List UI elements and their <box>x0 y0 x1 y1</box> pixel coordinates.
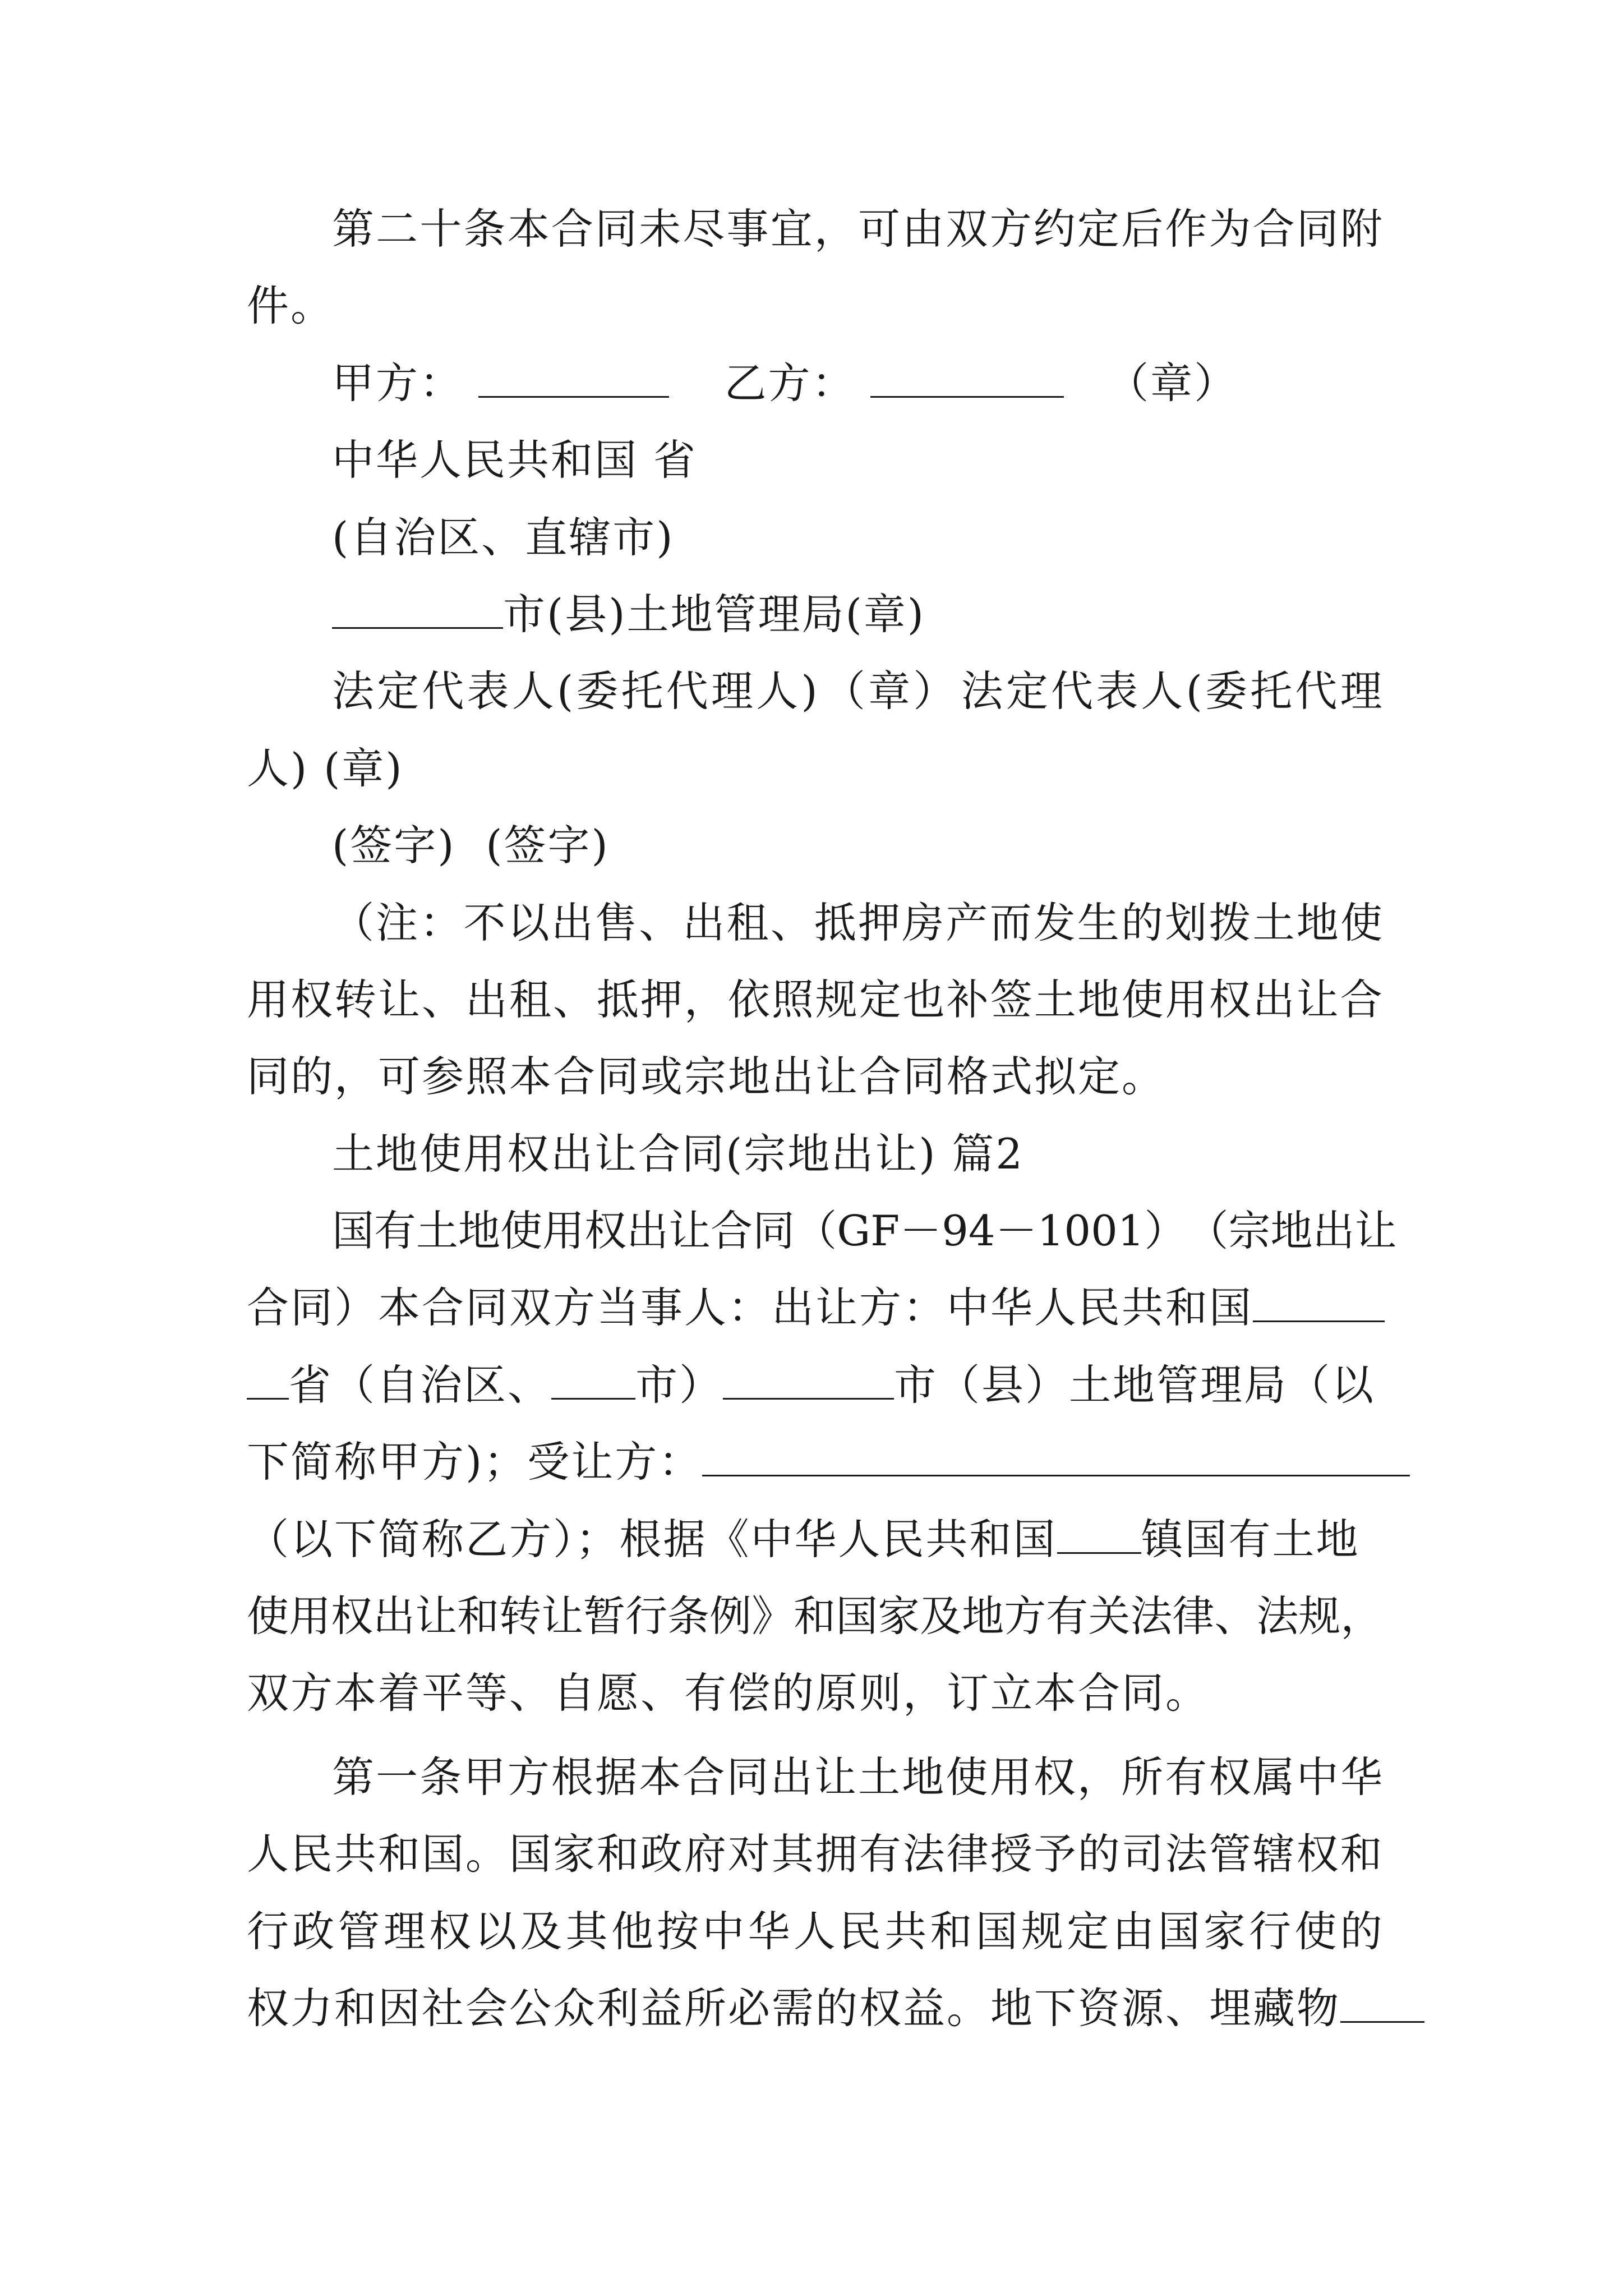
glyph: 让 <box>814 1752 856 1802</box>
glyph: ( <box>556 666 574 716</box>
glyph: 法 <box>332 666 375 716</box>
glyph: 暂 <box>583 1591 626 1641</box>
paragraph-line <box>247 1038 1382 1115</box>
glyph: 民 <box>839 1906 882 1956</box>
text-run <box>332 1193 1397 1269</box>
blank-field <box>332 587 503 629</box>
glyph: 律 <box>946 1829 989 1879</box>
glyph: 委 <box>1205 666 1248 716</box>
glyph: 出 <box>1312 1206 1355 1256</box>
glyph: 定 <box>1006 666 1048 716</box>
glyph: 4 <box>968 1206 995 1256</box>
glyph: （ <box>795 1206 837 1256</box>
text-run: 合同）本合同双方当事人：出让方：中华人民共和国 <box>247 1283 1253 1333</box>
paragraph-line <box>247 1578 1382 1655</box>
text-run <box>332 653 1382 730</box>
glyph: 十 <box>419 204 462 254</box>
glyph: 行 <box>1249 1906 1292 1956</box>
glyph: 让 <box>377 974 420 1024</box>
glyph: 用 <box>247 974 289 1024</box>
glyph: 照 <box>771 974 814 1024</box>
glyph: 租 <box>726 898 769 947</box>
text-run: (签字) (签字) <box>332 821 610 871</box>
glyph: 华 <box>1340 1752 1382 1802</box>
glyph: 代 <box>1051 666 1094 716</box>
glyph: 和 <box>1340 1829 1382 1879</box>
glyph: ( <box>1186 666 1202 716</box>
glyph: 人 <box>793 1906 836 1956</box>
glyph: ， <box>1340 1591 1383 1641</box>
paragraph-line <box>247 1347 1382 1424</box>
glyph: 同 <box>726 1752 769 1802</box>
glyph: 出 <box>1252 974 1295 1024</box>
glyph: 定 <box>1067 1906 1109 1956</box>
glyph: 表 <box>467 666 509 716</box>
glyph: 管 <box>1209 1829 1251 1879</box>
glyph: 的 <box>1340 1906 1382 1956</box>
paragraph-line <box>247 1893 1382 1970</box>
glyph: 一 <box>376 1752 418 1802</box>
glyph: 合 <box>683 1752 725 1802</box>
glyph: ： <box>419 898 462 947</box>
glyph: 以 <box>474 1906 517 1956</box>
glyph: 人 <box>247 1829 289 1879</box>
glyph: 据 <box>595 1752 638 1802</box>
paragraph-line <box>247 191 1382 268</box>
text-run <box>332 885 1382 961</box>
glyph: 家 <box>552 1829 595 1879</box>
glyph: 使 <box>1294 1906 1337 1956</box>
blank-field <box>702 1435 1410 1476</box>
glyph: 权 <box>1209 1752 1251 1802</box>
text-run: 下简称甲方)；受让方： <box>247 1437 703 1487</box>
glyph: 第 <box>332 1752 375 1802</box>
glyph: 有 <box>374 1206 417 1256</box>
glyph: 签 <box>990 974 1032 1024</box>
paragraph-line <box>247 961 1382 1038</box>
glyph: 地 <box>962 1591 1004 1641</box>
glyph: 代 <box>422 666 464 716</box>
glyph: 及 <box>520 1906 562 1956</box>
glyph: 租 <box>509 974 551 1024</box>
glyph: 后 <box>1121 204 1164 254</box>
glyph: 0 <box>1064 1206 1091 1256</box>
glyph: 律 <box>1172 1591 1215 1641</box>
glyph: 。 <box>465 1829 508 1879</box>
glyph: 所 <box>1121 1752 1164 1802</box>
glyph: 委 <box>576 666 619 716</box>
glyph: 条 <box>667 1591 710 1641</box>
glyph: 的 <box>1121 898 1164 947</box>
glyph: 和 <box>596 1829 639 1879</box>
blank-field <box>1253 1281 1385 1322</box>
glyph: 押 <box>640 974 683 1024</box>
glyph: 家 <box>1203 1906 1246 1956</box>
glyph: 补 <box>946 974 989 1024</box>
glyph: 对 <box>727 1829 770 1879</box>
glyph: 尽 <box>683 204 725 254</box>
glyph: 、 <box>639 898 681 947</box>
glyph: （ <box>332 898 375 947</box>
glyph: 国 <box>509 1829 551 1879</box>
glyph: 、 <box>1214 1591 1257 1641</box>
text-run: 人) (章) <box>247 743 404 793</box>
glyph: 政 <box>292 1906 335 1956</box>
text-run: 权力和因社会公众利益所必需的权益。地下资源、埋藏物 <box>247 1983 1341 2033</box>
glyph: 同 <box>595 204 638 254</box>
glyph: 政 <box>640 1829 683 1879</box>
text-run: 市） <box>635 1360 723 1410</box>
blank-field <box>1340 1981 1424 2023</box>
glyph: 权 <box>1209 974 1251 1024</box>
glyph: 条 <box>419 1752 462 1802</box>
glyph: 国 <box>836 1591 878 1641</box>
paragraph-line <box>247 1424 1382 1501</box>
glyph: 合 <box>711 1206 753 1256</box>
glyph: 宜 <box>770 204 813 254</box>
glyph: 章 <box>868 666 911 716</box>
glyph: 产 <box>946 898 988 947</box>
glyph: 土 <box>416 1206 459 1256</box>
glyph: 不 <box>463 898 506 947</box>
glyph: 地 <box>902 1752 944 1802</box>
paragraph-line <box>247 885 1382 961</box>
glyph: 使 <box>946 1752 988 1802</box>
glyph: 抵 <box>814 898 856 947</box>
glyph: 国 <box>332 1206 375 1256</box>
section-heading <box>247 1116 1382 1193</box>
glyph: 由 <box>1112 1906 1155 1956</box>
glyph: （ <box>1186 1206 1229 1256</box>
glyph: 合 <box>1340 974 1382 1024</box>
glyph: 划 <box>1165 898 1207 947</box>
blank-field <box>723 1358 894 1400</box>
glyph: 共 <box>334 1829 376 1879</box>
glyph: 华 <box>748 1906 790 1956</box>
glyph: 抵 <box>596 974 639 1024</box>
glyph: ， <box>1077 1752 1119 1802</box>
glyph: 国 <box>1158 1906 1200 1956</box>
glyph: 用 <box>989 1752 1032 1802</box>
glyph: 方 <box>989 204 1032 254</box>
paragraph-line <box>247 807 1382 884</box>
text-run <box>332 191 1382 268</box>
text-run <box>332 1739 1382 1816</box>
glyph: 其 <box>771 1829 814 1879</box>
glyph: ， <box>814 204 856 254</box>
text-run: 镇国有土地 <box>1141 1514 1360 1564</box>
glyph: 售 <box>595 898 638 947</box>
glyph: 1 <box>1117 1206 1145 1256</box>
glyph: 授 <box>990 1829 1032 1879</box>
blank-field <box>1057 1512 1141 1553</box>
glyph: 定 <box>1077 204 1119 254</box>
paragraph-line <box>247 576 1382 653</box>
glyph: 规 <box>1298 1591 1341 1641</box>
text-run: 双方本着平等、自愿、有偿的原则，订立本合同。 <box>247 1668 1210 1718</box>
signature-line <box>247 345 1382 422</box>
paragraph-line <box>247 1501 1382 1578</box>
glyph: 让 <box>668 1206 711 1256</box>
glyph: F <box>870 1206 900 1256</box>
glyph: 理 <box>711 666 753 716</box>
text-run: 件。 <box>247 281 335 331</box>
paragraph-line <box>247 1970 1382 2047</box>
glyph: 出 <box>373 1591 416 1641</box>
glyph: 土 <box>858 1752 901 1802</box>
glyph: 作 <box>1165 204 1207 254</box>
party-b-label: 乙方： <box>724 358 856 408</box>
glyph: 他 <box>611 1906 653 1956</box>
glyph: 方 <box>507 1752 550 1802</box>
glyph: 条 <box>463 204 506 254</box>
seal-mark: （章） <box>1106 358 1238 408</box>
glyph: 二 <box>376 204 418 254</box>
glyph: 同 <box>753 1206 795 1256</box>
glyph: ） <box>913 666 956 716</box>
glyph: 发 <box>1033 898 1076 947</box>
text-run: 土地使用权出让合同(宗地出让) 篇2 <box>332 1129 1025 1179</box>
text-run: （以下简称乙方）；根据《中华人民共和国 <box>247 1514 1057 1564</box>
glyph: 拥 <box>815 1829 857 1879</box>
glyph: 权 <box>290 974 333 1024</box>
glyph: 关 <box>1088 1591 1131 1641</box>
glyph: 使 <box>1121 974 1164 1024</box>
glyph: 管 <box>338 1906 380 1956</box>
text-run <box>247 1893 1382 1970</box>
glyph: 也 <box>902 974 945 1024</box>
glyph: 权 <box>1296 1829 1339 1879</box>
glyph: 中 <box>702 1906 745 1956</box>
glyph: 让 <box>1296 974 1339 1024</box>
glyph: 家 <box>878 1591 920 1641</box>
paragraph-line <box>247 499 1382 576</box>
glyph: 使 <box>247 1591 289 1641</box>
paragraph-line <box>247 1655 1382 1732</box>
glyph: 规 <box>815 974 857 1024</box>
glyph: 理 <box>1340 666 1382 716</box>
glyph: 共 <box>884 1906 927 1956</box>
glyph: 表 <box>1096 666 1138 716</box>
glyph: 可 <box>858 204 901 254</box>
blank-field <box>478 356 669 398</box>
glyph: 国 <box>975 1906 1018 1956</box>
blank-field <box>247 1358 289 1400</box>
glyph: 合 <box>551 204 593 254</box>
glyph: 法 <box>1130 1591 1173 1641</box>
glyph: 国 <box>421 1829 464 1879</box>
text-run <box>247 961 1382 1038</box>
glyph: 地 <box>458 1206 501 1256</box>
glyph: 用 <box>1165 974 1207 1024</box>
glyph: 用 <box>542 1206 585 1256</box>
glyph: 、 <box>552 974 595 1024</box>
glyph: 甲 <box>463 1752 506 1802</box>
glyph: 行 <box>625 1591 668 1641</box>
paragraph-line <box>247 268 1382 344</box>
glyph: 定 <box>377 666 419 716</box>
paragraph-line <box>247 1816 1382 1893</box>
glyph: 其 <box>565 1906 608 1956</box>
glyph: 注 <box>376 898 418 947</box>
text-run: 中华人民共和国 省 <box>332 435 697 485</box>
glyph: 出 <box>626 1206 669 1256</box>
glyph: 的 <box>1077 1829 1120 1879</box>
glyph: 理 <box>383 1906 426 1956</box>
glyph: 权 <box>428 1906 471 1956</box>
glyph: 依 <box>727 974 770 1024</box>
glyph: 拨 <box>1209 898 1251 947</box>
glyph: 有 <box>1165 1752 1207 1802</box>
glyph: 地 <box>1270 1206 1313 1256</box>
glyph: － <box>900 1206 942 1256</box>
glyph: 根 <box>551 1752 593 1802</box>
glyph: 中 <box>1296 1752 1339 1802</box>
glyph: 和 <box>457 1591 500 1641</box>
glyph: 出 <box>551 898 593 947</box>
text-run: 市(县)土地管理局(章) <box>503 589 926 639</box>
glyph: 事 <box>726 204 769 254</box>
glyph: 本 <box>639 1752 681 1802</box>
glyph: 有 <box>1046 1591 1089 1641</box>
glyph: 第 <box>332 204 375 254</box>
glyph: 和 <box>377 1829 420 1879</box>
glyph: 让 <box>541 1591 584 1641</box>
glyph: 辖 <box>1252 1829 1295 1879</box>
glyph: 出 <box>465 974 508 1024</box>
glyph: 出 <box>683 898 725 947</box>
glyph: 法 <box>961 666 1003 716</box>
paragraph-line <box>247 653 1382 730</box>
blank-field <box>870 356 1064 398</box>
glyph: 法 <box>902 1829 945 1879</box>
paragraph-line <box>247 1739 1382 1816</box>
glyph: 属 <box>1252 1752 1295 1802</box>
glyph: 约 <box>1033 204 1076 254</box>
text-run: (自治区、直辖市) <box>332 512 675 562</box>
glyph: 定 <box>859 974 901 1024</box>
glyph: 为 <box>1209 204 1251 254</box>
blank-field <box>551 1358 635 1400</box>
glyph: 合 <box>1252 204 1295 254</box>
glyph: （ <box>823 666 865 716</box>
glyph: 地 <box>1077 974 1120 1024</box>
paragraph-line <box>247 422 1382 499</box>
glyph: 9 <box>942 1206 969 1256</box>
glyph: 本 <box>507 204 550 254</box>
paragraph-line <box>247 1193 1397 1269</box>
glyph: 1 <box>1037 1206 1064 1256</box>
glyph: 土 <box>1034 974 1076 1024</box>
glyph: 人 <box>756 666 799 716</box>
party-a-label: 甲方： <box>332 358 464 408</box>
glyph: 代 <box>666 666 708 716</box>
glyph: 使 <box>500 1206 543 1256</box>
glyph: 出 <box>770 1752 813 1802</box>
glyph: 使 <box>1340 898 1382 947</box>
glyph: 土 <box>1252 898 1295 947</box>
glyph: 而 <box>989 898 1032 947</box>
text-run: 市（县）土地管理局（以 <box>894 1360 1376 1410</box>
text-run: 同的，可参照本合同或宗地出让合同格式拟定。 <box>247 1052 1166 1102</box>
glyph: 有 <box>859 1829 901 1879</box>
glyph: 、 <box>421 974 464 1024</box>
glyph: 权 <box>1033 1752 1076 1802</box>
glyph: 和 <box>930 1906 972 1956</box>
glyph: 托 <box>621 666 663 716</box>
glyph: 双 <box>946 204 988 254</box>
glyph: G <box>837 1206 871 1256</box>
glyph: 权 <box>584 1206 627 1256</box>
text-run <box>247 1578 1382 1655</box>
glyph: 府 <box>684 1829 726 1879</box>
glyph: 房 <box>902 898 944 947</box>
glyph: 宗 <box>1228 1206 1271 1256</box>
glyph: 让 <box>1354 1206 1397 1256</box>
glyph: 附 <box>1340 204 1382 254</box>
glyph: 规 <box>1021 1906 1063 1956</box>
glyph: ） <box>1144 1206 1187 1256</box>
glyph: 法 <box>1165 1829 1207 1879</box>
glyph: 行 <box>247 1906 289 1956</box>
glyph: 托 <box>1250 666 1293 716</box>
glyph: 例 <box>709 1591 752 1641</box>
glyph: 司 <box>1121 1829 1164 1879</box>
glyph: 方 <box>1004 1591 1046 1641</box>
glyph: 未 <box>639 204 681 254</box>
glyph: 0 <box>1091 1206 1118 1256</box>
glyph: 按 <box>657 1906 699 1956</box>
glyph: 让 <box>415 1591 458 1641</box>
glyph: 权 <box>331 1591 374 1641</box>
glyph: 代 <box>1295 666 1338 716</box>
glyph: 用 <box>289 1591 331 1641</box>
text-run: 省（自治区、 <box>289 1360 552 1410</box>
paragraph-line <box>247 730 1382 807</box>
glyph: 民 <box>290 1829 333 1879</box>
glyph: 由 <box>902 204 944 254</box>
glyph: 、 <box>770 898 813 947</box>
glyph: 地 <box>1296 898 1339 947</box>
glyph: ) <box>801 666 818 716</box>
text-run <box>247 1816 1382 1893</box>
glyph: 和 <box>794 1591 836 1641</box>
glyph: ， <box>684 974 726 1024</box>
glyph: 同 <box>1296 204 1339 254</box>
glyph: 人 <box>1141 666 1183 716</box>
glyph: － <box>995 1206 1038 1256</box>
paragraph-line <box>247 1269 1382 1346</box>
glyph: 转 <box>334 974 376 1024</box>
glyph: 法 <box>1256 1591 1299 1641</box>
glyph: 》 <box>751 1591 794 1641</box>
glyph: 人 <box>511 666 554 716</box>
glyph: 以 <box>507 898 550 947</box>
document-body <box>247 191 1397 2047</box>
glyph: 及 <box>920 1591 962 1641</box>
glyph: 生 <box>1077 898 1119 947</box>
glyph: 予 <box>1034 1829 1076 1879</box>
glyph: 押 <box>858 898 901 947</box>
glyph: 转 <box>499 1591 542 1641</box>
